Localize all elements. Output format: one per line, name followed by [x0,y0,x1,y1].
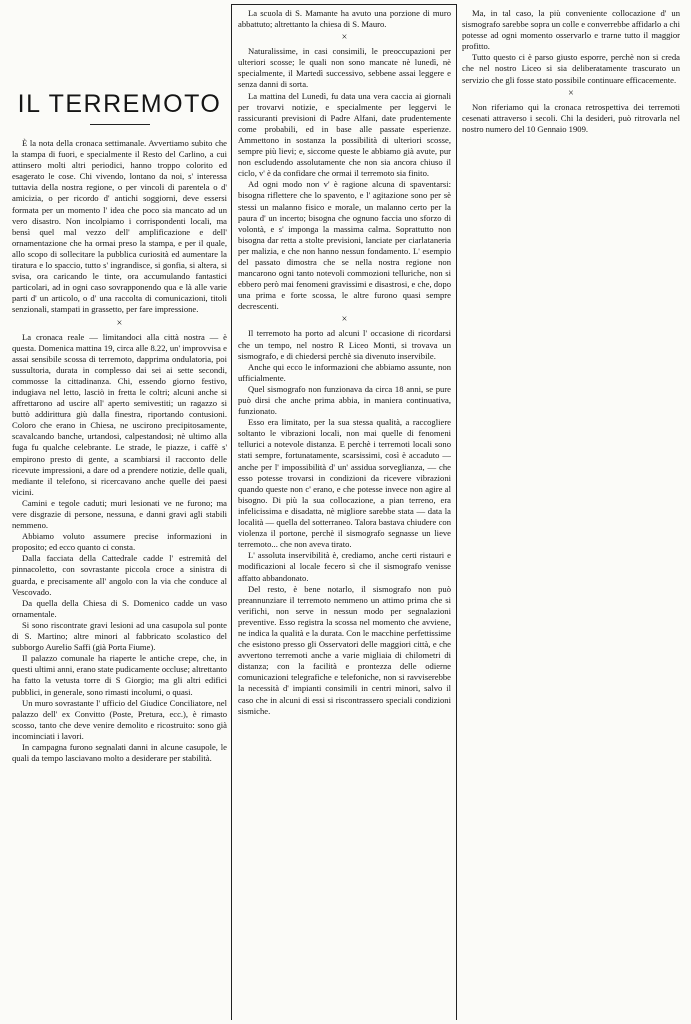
article-headline: IL TERREMOTO [17,90,222,118]
article-paragraph: Camini e tegole caduti; muri lesionati ve ne furono; ma vere disgrazie di persone, nessuna, e danni gravi agli stabili nemmeno. [12,497,227,531]
article-paragraph: Non riferiamo qui la cronaca retrospettiva dei terremoti cesenati attraverso i secoli. Chi la desideri, può ritrovarla nel nostro numero del 10 Gennaio 1909. [462,101,680,134]
article-paragraph: La cronaca reale — limitandoci alla città nostra — è questa. Domenica mattina 19, circa alle 8.22, un' improvvisa e assai sensibile scossa di terremoto, dapprima ondulatoria, poi sussultoria, durata in complesso dai sei ai sette secondi, commosse la cittadinanza. Chi, essendo giorno festivo, indugiava nel letto, lasciò in fretta le coltri; alcuni anche si affrettarono ad uscire all' aperto semivestiti; un ragazzo si buttò addirittura giù dalla finestra, riportando contusioni. Coloro che erano in Chiesa, ne uscirono precipitosamente, scavalcando banche, urtandosi, calpestandosi; nè ultimo alla fuga fu qualche celebrante. Le strade, le piazze, i caffè s' empirono presto di gente, a scambiarsi il racconto delle ricevute impressioni, a dare od a prendere notizie, delle quali, mediante il telefono, si ricercavano anche quelle dei paesi vicini. [12,331,227,497]
article-paragraph: Ad ogni modo non v' è ragione alcuna di spaventarsi: bisogna riflettere che lo spavento, e l' agitazione sono per sè stessi un malanno fisico e morale, un malanno certo per la paura d' un incerto; bisogna che ognuno faccia uno sforzo di volontà, e s' imponga la massima calma. Soprattutto non bisogna dar retta a stolte previsioni, lanciate per ciarlataneria per malizia, e che non hanno nessun fondamento. L' esempio del passato dimostra che se nella nostra regione non mancarono ogni tanto notevoli commozioni telluriche, non si ebbero però mai fenomeni gravissimi e disastrosi, e che, dopo una prima e forte scossa, le altre furono quasi sempre decrescenti. [238,179,451,312]
top-rule [231,4,457,5]
section-separator: × [568,87,574,99]
column-1-text [12,138,227,764]
article-paragraph: È la nota della cronaca settimanale. Avvertiamo subito che la stampa di fuori, e specialmente il Resto del Carlino, a cui attinsero molti altri periodici, hanno troppo colorito ed esagerato le cose. Chi vivendo, lontano da noi, s' interessa tuttavia della nostra regione, o per vincoli di parentela o d' amicizia, o per ricordo d' antichi soggiorni, deve essersi formata per un momento l' idea che poco sia mancato ad un vero disastro. Non incolpiamo i corrispondenti locali, ma bensì quel mal vezzo dell' amplificazione e dell' ornamentazione che ha ormai preso la stampa, e per il quale, allo scopo di sollecitare la pubblica curiosità ed aumentare la tiratura e lo spaccio, tutto s' ingrandisce, si gonfia, si altera, si svisa, ora caricando le tinte, ora accumulando fantastici particolari, ad in ogni caso sovrapponendo qua e là alle varie parti d' un articolo, o d' una raccolta di comunicazioni, titoli senzionali, stampati in grassetto, per fare impressione. [12,138,227,315]
article-paragraph: Abbiamo voluto assumere precise informazioni in proposito; ed ecco quanto ci consta. [12,531,227,553]
column-rule-left [231,4,232,1020]
article-paragraph: Il palazzo comunale ha riaperte le antiche crepe, che, in questi ultimi anni, erano state pudicamente occluse; altrettanto ha fatto la vetusta torre di S Giorgio; ma gli altri edifici pubblici, in generale, sono rimasti incolumi, o quasi. [12,653,227,697]
article-paragraph: Naturalissime, in casi consimili, le preoccupazioni per ulteriori scosse; le quali non sono mancate nè lunedì, nè specialmente, il Martedì successivo, sebbene assai leggere e senza danni di sorta. [238,46,451,90]
column-3-text [462,8,680,135]
article-paragraph: L' assoluta inservibilità è, crediamo, anche certi ristauri e modificazioni al locale fecero sì che il sismografo venisse affatto abbandonato. [238,550,451,583]
article-column-2 [238,8,451,1020]
article-paragraph: Si sono riscontrate gravi lesioni ad una casupola sul ponte di S. Martino; altre minori al fabbricato scolastico del subborgo Aurelio Saffi (già Porta Fiume). [12,619,227,653]
column-rule-right [456,4,457,1020]
article-column-3 [462,8,680,1020]
article-paragraph: La mattina del Lunedì, fu data una vera caccia ai giornali per trovarvi notizie, e specialmente per leggervi le rassicuranti previsioni di Padre Alfani, date prudentemente come probabili, ed in base alle passate esperienze. Ammettono in sostanza la possibilità di ulteriori scosse, sempre più lievi; e, siccome queste le abbiamo già avute, pur non escludendo assolutamente che non sia ancora chiuso il ciclo, v' è da confidare che ormai il terremoto sia finito. [238,90,451,179]
section-separator: × [341,314,348,326]
article-paragraph: Ma, in tal caso, la più conveniente collocazione d' un sismografo sarebbe sopra un colle e converrebbe affidarlo a chi potesse ad ogni momento osservarlo e trarne tutto il maggior profitto. [462,8,680,52]
article-paragraph: Esso era limitato, per la sua stessa qualità, a raccogliere soltanto le vibrazioni locali, non mai quelle di fenomeni tellurici a notevole distanza. E perchè i terremoti locali sono stati sempre, fortunatamente, scarsissimi, così è accaduto — anche per l' impossibilità d' un' assidua sorveglianza, — che esso potesse trovarsi in condizioni da ricevere vibrazioni quando queste non c' erano, e che potesse invece non agire al bisogno. Di più la sua collocazione, a pian terreno, era infelicissima e disadatta, nè migliore sarebbe stata — data la località — quella del sotterraneo. Talora bastava chiudere con violenza il portone, perchè il sismografo segnasse un lieve terremoto... che non aveva tirato. [238,417,451,550]
article-column-1 [12,108,227,1020]
article-paragraph: La scuola di S. Mamante ha avuto una porzione di muro abbattuto; altrettanto la chiesa di S. Mauro. [238,8,451,30]
article-paragraph: Il terremoto ha porto ad alcuni l' occasione di ricordarsi che un tempo, nel nostro R Liceo Monti, si trovava un sismografo, e di chiedersi perchè sia divenuto inservibile. [238,328,451,361]
article-paragraph: Quel sismografo non funzionava da circa 18 anni, se pure può dirsi che anche prima abbia, in maniera continuativa, funzionato. [238,383,451,417]
article-paragraph: Del resto, è bene notarlo, il sismografo non può preannunziare il terremoto nemmeno un attimo prima che si verifichi, non serve in nessun modo per segnalazioni preventive. Esso registra la scossa nel momento che avviene, ne indica la qualità e la durata. Con le macchine perfettissime che esistono presso gli Osservatori delle maggiori città, e che avvertono terremoti anche a varie migliaia di chilometri di distanza; con la facilità e prontezza delle odierne comunicazioni telegrafiche e telefoniche, non si ravviserebbe la necessità d' impianti consimili in centri minori, salvo il caso che in alcuni di essi si riscontrassero speciali condizioni sismiche. [238,583,451,716]
article-paragraph: In campagna furono segnalati danni in alcune casupole, le quali da tempo lasciavano molto a desiderare per stabilità. [12,741,227,764]
section-separator: × [341,32,348,44]
article-paragraph: Un muro sovrastante l' ufficio del Giudice Conciliatore, nel palazzo dell' ex Convitto (Poste, Pretura, ecc.), è rimasto scosso, tanto che deve venire demolito e ricostruito: sono già incominciati i lavori. [12,697,227,741]
article-paragraph: Da quella della Chiesa di S. Domenico cadde un vaso ornamentale. [12,597,227,619]
article-paragraph: Tutto questo ci è parso giusto esporre, perchè non si creda che nel nostro Liceo si sia deliberatamente trascurato un servizio che gli fosse stato possibile continuare efficacemente. [462,52,680,85]
column-2-text [238,8,451,717]
article-paragraph: Dalla facciata della Cattedrale cadde l' estremità del pinnacoletto, con sovrastante piccola croce a sinistra di guarda, e precisamente all' angolo con la via che conduce al Vescovado. [12,553,227,597]
article-paragraph: Anche qui ecco le informazioni che abbiamo assunte, non ufficialmente. [238,361,451,383]
section-separator: × [116,317,123,329]
